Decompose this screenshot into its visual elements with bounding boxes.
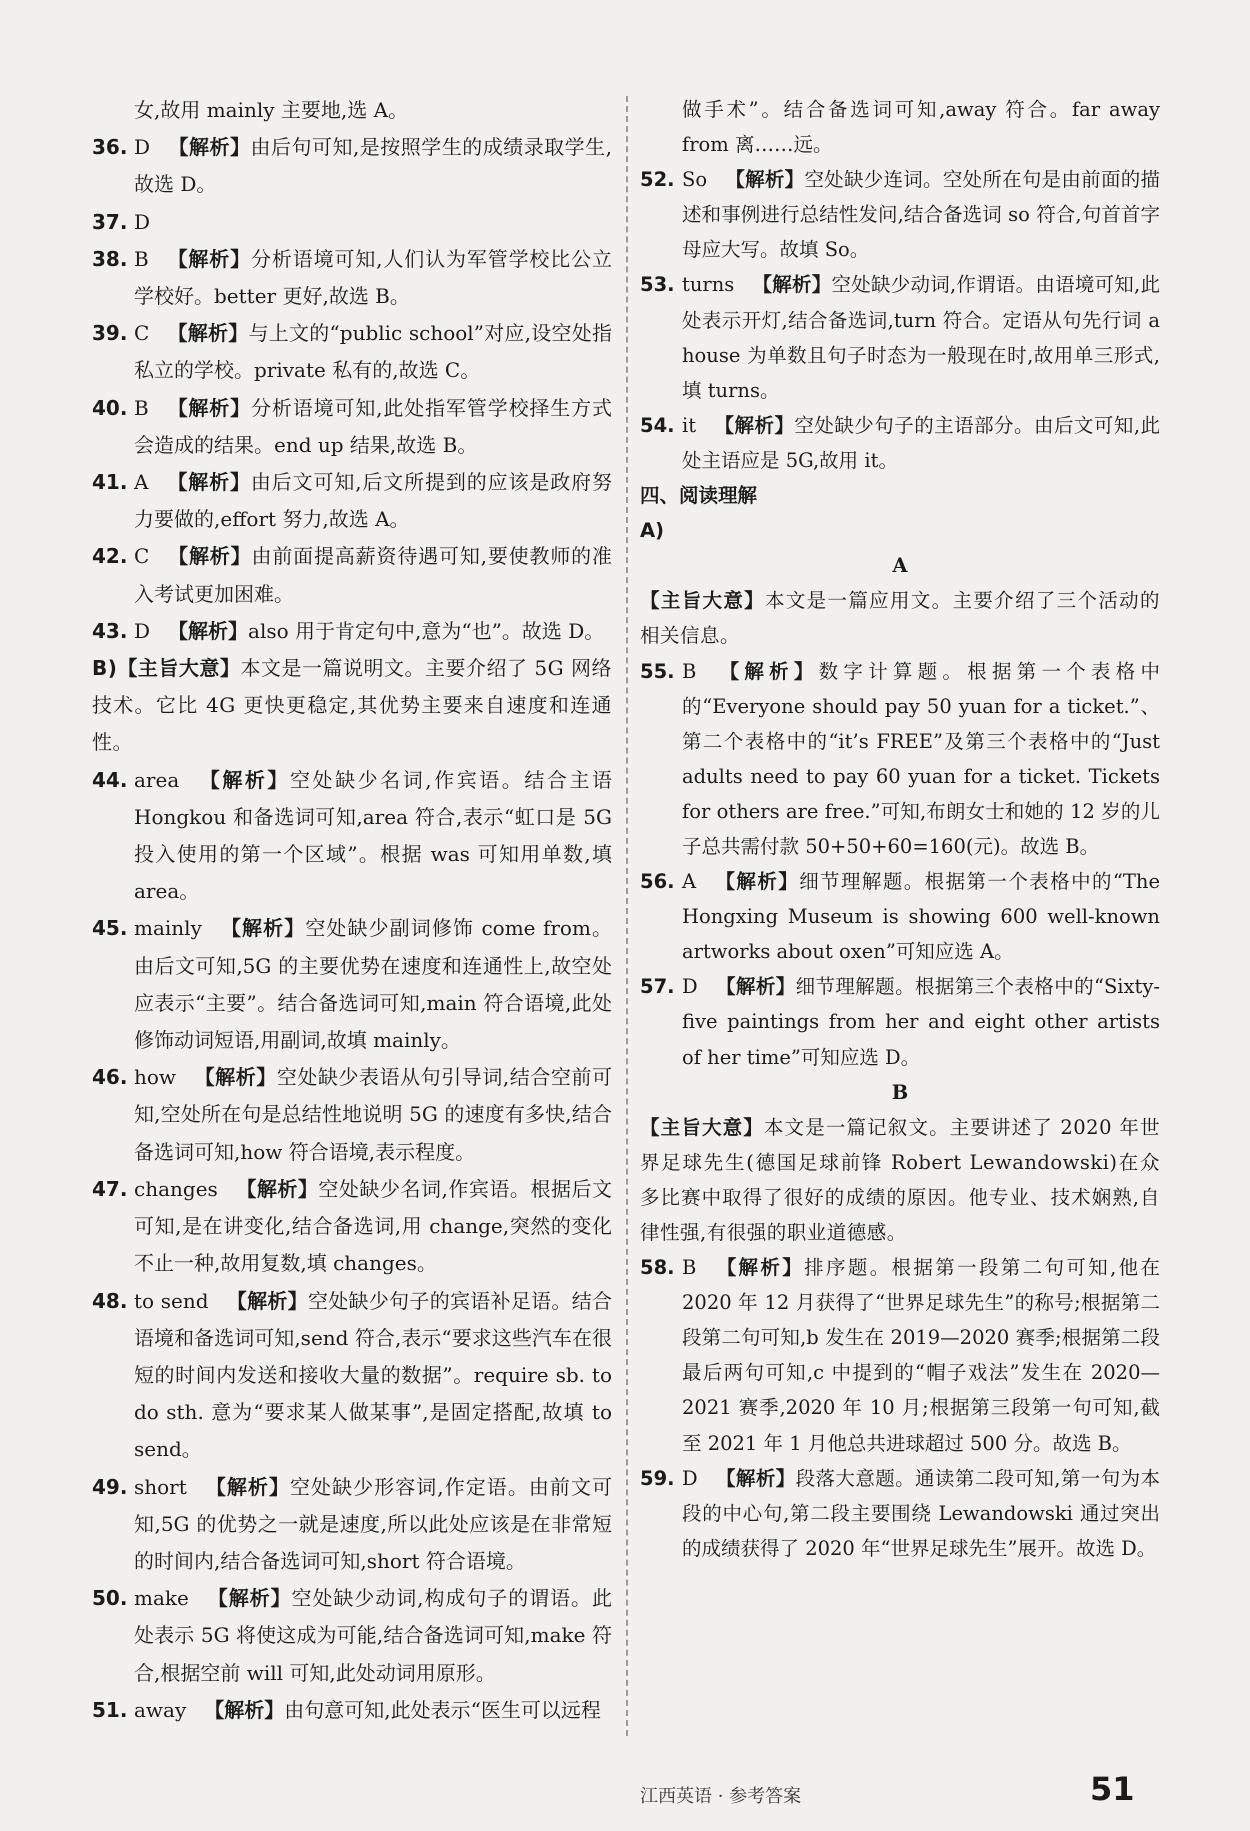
answer-entry	[640, 1250, 1160, 1461]
answer-entry	[640, 654, 1160, 865]
answer-entry	[92, 390, 612, 464]
answer-entry	[92, 315, 612, 389]
summary-b	[92, 650, 612, 762]
page-number: 51	[1090, 1770, 1135, 1808]
question-number: 56.	[640, 870, 675, 894]
analysis-tag: 【解析】	[219, 916, 306, 941]
analysis-text: 空处缺少形容词,作定语。由前文可知,5G 的优势之一就是速度,所以此处应该是在非常短的时间内,结合备选词可知,short 符合语境。	[134, 1474, 613, 1573]
analysis-text: 排序题。根据第一段第二句可知,他在 2020 年 12 月获得了“世界足球先生”的称号;根据第二段第二句可知,b 发生在 2019—2020 赛季;根据第二段最后两句可知,c 中提到的“帽子戏法”发生在 2020—2021 赛季,2020 年 10 月;根据第三段第一句可知,截至 2021 年 1 月他总共进球超过 500 分。故选 B。	[682, 1256, 1160, 1455]
question-number: 53.	[640, 273, 675, 297]
answer-value: B	[682, 1256, 697, 1280]
analysis-tag: 【解析】	[725, 168, 805, 192]
column-divider	[626, 96, 628, 1736]
analysis-text: 由后句可知,是按照学生的成绩录取学生,故选 D。	[134, 135, 613, 197]
answer-value: D	[134, 135, 151, 160]
question-number: 59.	[640, 1466, 675, 1490]
answer-value: to send	[134, 1288, 209, 1313]
analysis-text: 空处缺少句子的宾语补足语。结合语境和备选词可知,send 符合,表示“要求这些汽车在很短的时间内发送和接收大量的数据”。require sb. to do sth. 意为“要求某人做某事”,是固定搭配,故填 to send。	[134, 1288, 613, 1462]
question-number: 43.	[92, 618, 128, 643]
sub-heading-a: A	[892, 554, 908, 578]
analysis-text: 细节理解题。根据第三个表格中的“Sixty-five paintings from her and eight other artists of her time”可知应选 D。	[682, 975, 1160, 1069]
question-number: 41.	[92, 470, 128, 495]
answer-value: turns	[682, 273, 735, 297]
question-number: 57.	[640, 975, 675, 999]
question-number: 37.	[92, 209, 128, 234]
question-number: 47.	[92, 1176, 128, 1201]
question-number: 51.	[92, 1697, 128, 1722]
answer-value: B	[682, 659, 697, 683]
analysis-text: 空处缺少副词修饰 come from。由后文可知,5G 的主要优势在速度和连通性上,故空处应表示“主要”。结合备选词可知,main 符合语境,此处修饰动词短语,用副词,故填 mainly。	[134, 916, 612, 1053]
answer-value: away	[134, 1697, 187, 1722]
analysis-tag: 【解析】	[166, 246, 252, 271]
analysis-tag: 【解析】	[194, 1065, 277, 1090]
analysis-text: 空处缺少动词,作谓语。由语境可知,此处表示开灯,结合备选词,turn 符合。定语从句先行词 a house 为单数且句子时态为一般现在时,故用单三形式,填 turns。	[682, 273, 1160, 402]
summary-a	[640, 583, 1160, 653]
question-number: 52.	[640, 168, 675, 192]
analysis-tag: 【解析】	[197, 767, 290, 792]
answer-value: C	[134, 544, 150, 569]
answer-entry	[92, 1692, 612, 1729]
answer-entry	[640, 408, 1160, 478]
analysis-text: 分析语境可知,人们认为军管学校比公立学校好。better 更好,故选 B。	[134, 246, 613, 309]
answer-value: changes	[134, 1176, 218, 1201]
part-a-label: A)	[640, 519, 665, 543]
answer-entry	[640, 864, 1160, 969]
analysis-text: 空处缺少句子的主语部分。由后文可知,此处主语应是 5G,故用 it。	[682, 413, 1160, 472]
answer-value: C	[134, 321, 150, 346]
continued-text: 做手术”。结合备选词可知,away 符合。far away from 离……远。	[682, 98, 1160, 157]
footer-label: 江西英语 · 参考答案	[640, 1786, 802, 1807]
summary-b-right	[640, 1110, 1160, 1250]
question-number: 39.	[92, 321, 128, 346]
analysis-tag: 【解析】	[167, 544, 252, 569]
answer-entry	[92, 762, 612, 911]
analysis-tag: 【解析】	[226, 1288, 308, 1313]
answer-value: D	[134, 209, 151, 234]
question-number: 38.	[92, 246, 128, 271]
answer-value: short	[134, 1474, 187, 1499]
answer-entry	[640, 1461, 1160, 1566]
analysis-text: 空处缺少名词,作宾语。根据后文可知,是在讲变化,结合备选词,用 change,突然的变化不止一种,故用复数,填 changes。	[134, 1176, 613, 1276]
answer-value: it	[682, 413, 697, 437]
answer-value: D	[682, 975, 698, 999]
answer-value: B	[134, 395, 149, 420]
answer-entry	[92, 464, 612, 538]
analysis-tag: 【解析】	[715, 1466, 796, 1490]
answer-entry	[92, 1283, 612, 1469]
answer-entry	[92, 1580, 612, 1692]
question-number: 55.	[640, 659, 675, 683]
analysis-tag: 【解析】	[204, 1697, 285, 1722]
answer-value: A	[682, 870, 697, 894]
answer-entry	[92, 1171, 612, 1283]
answer-entry	[640, 267, 1160, 407]
analysis-text: 分析语境可知,此处指军管学校择生方式会造成的结果。end up 结果,故选 B。	[134, 395, 613, 457]
summary-label: 【主旨大意】	[640, 589, 765, 613]
question-number: 44.	[92, 767, 128, 792]
answer-entry	[92, 538, 612, 612]
analysis-tag: 【解析】	[715, 975, 796, 999]
analysis-text: 段落大意题。通读第二段可知,第一句为本段的中心句,第二段主要围绕 Lewandowski 通过突出的成绩获得了 2020 年“世界足球先生”展开。故选 D。	[682, 1466, 1160, 1560]
summary-text: 本文是一篇应用文。主要介绍了三个活动的相关信息。	[640, 589, 1160, 648]
answer-value: D	[682, 1466, 698, 1490]
answer-entry	[92, 1469, 612, 1581]
summary-label: B)【主旨大意】	[92, 656, 241, 681]
answer-value: D	[134, 618, 151, 643]
analysis-tag: 【解析】	[714, 870, 800, 894]
analysis-tag: 【解析】	[204, 1474, 291, 1499]
right-column	[640, 92, 1160, 1566]
analysis-tag: 【解析】	[235, 1176, 319, 1201]
answer-entry	[92, 241, 612, 315]
question-number: 46.	[92, 1065, 128, 1090]
analysis-tag: 【解析】	[714, 1256, 805, 1280]
question-number: 49.	[92, 1474, 128, 1499]
answer-value: B	[134, 246, 149, 271]
analysis-text: 空处缺少动词,构成句子的谓语。此处表示 5G 将使这成为可能,结合备选词可知,make 符合,根据空前 will 可知,此处动词用原形。	[134, 1586, 613, 1685]
left-column	[92, 92, 612, 1729]
analysis-text: 空处缺少表语从句引导词,结合空前可知,空处所在句是总结性地说明 5G 的速度有多快,结合备选词可知,how 符合语境,表示程度。	[134, 1065, 613, 1164]
answer-entry	[92, 1059, 612, 1171]
analysis-text: 数字计算题。根据第一个表格中的“Everyone should pay 50 yuan for a ticket.”、第二个表格中的“it’s FREE”及第三个表格中的“Just adults need to pay 60 yuan for a ticket. Tickets for others are free.”可知,布朗女士和她的 12 岁的儿子总共需付款 50+50+60=160(元)。故选 B。	[682, 659, 1160, 858]
analysis-tag: 【解析】	[714, 659, 819, 683]
analysis-tag: 【解析】	[167, 321, 249, 346]
analysis-text: 由前面提高薪资待遇可知,要使教师的准入考试更加困难。	[134, 544, 613, 606]
summary-label: 【主旨大意】	[640, 1115, 764, 1139]
answer-value: mainly	[134, 916, 202, 941]
section-heading: 四、阅读理解	[640, 484, 758, 508]
analysis-tag: 【解析】	[714, 413, 795, 437]
question-number: 48.	[92, 1288, 128, 1313]
analysis-tag: 【解析】	[752, 273, 832, 297]
answer-value: make	[134, 1586, 189, 1611]
analysis-text: 与上文的“public school”对应,设空处指私立的学校。private 私有的,故选 C。	[134, 321, 613, 383]
question-number: 45.	[92, 916, 128, 941]
analysis-text: 由句意可知,此处表示“医生可以远程	[284, 1697, 601, 1722]
analysis-tag: 【解析】	[206, 1586, 292, 1611]
question-number: 54.	[640, 413, 675, 437]
analysis-tag: 【解析】	[168, 135, 251, 160]
continued-text: 女,故用 mainly 主要地,选 A。	[134, 98, 409, 122]
answer-entry	[92, 910, 612, 1059]
question-number: 42.	[92, 544, 128, 569]
answer-value: A	[134, 470, 149, 495]
analysis-tag: 【解析】	[166, 470, 251, 495]
answer-value: area	[134, 767, 180, 792]
question-number: 50.	[92, 1586, 128, 1611]
analysis-text: also 用于肯定句中,意为“也”。故选 D。	[248, 618, 605, 643]
analysis-text: 由后文可知,后文所提到的应该是政府努力要做的,effort 努力,故选 A。	[134, 470, 613, 532]
analysis-text: 空处缺少连词。空处所在句是由前面的描述和事例进行总结性发问,结合备选词 so 符合,句首首字母应大写。故填 So。	[682, 168, 1160, 262]
answer-entry	[640, 162, 1160, 267]
analysis-tag: 【解析】	[168, 618, 249, 643]
question-number: 58.	[640, 1256, 675, 1280]
sub-heading-b: B	[891, 1080, 909, 1104]
analysis-text: 细节理解题。根据第一个表格中的“The Hongxing Museum is showing 600 well-known artworks about oxen”可知应选 A。	[682, 870, 1160, 964]
analysis-text: 空处缺少名词,作宾语。结合主语 Hongkou 和备选词可知,area 符合,表示“虹口是 5G 投入使用的第一个区域”。根据 was 可知用单数,填 area。	[134, 767, 612, 904]
answer-entry	[640, 969, 1160, 1074]
answer-value: how	[134, 1065, 177, 1090]
answer-entry	[92, 129, 612, 203]
answer-entry	[92, 204, 612, 241]
summary-text: 本文是一篇说明文。主要介绍了 5G 网络技术。它比 4G 更快更稳定,其优势主要来自速度和连通性。	[92, 656, 613, 755]
question-number: 40.	[92, 395, 128, 420]
answer-entry	[92, 613, 612, 650]
analysis-tag: 【解析】	[166, 395, 252, 420]
summary-text: 本文是一篇记叙文。主要讲述了 2020 年世界足球先生(德国足球前锋 Robert Lewandowski)在众多比赛中取得了很好的成绩的原因。他专业、技术娴熟,自律性强,有很强的职业道德感。	[640, 1115, 1160, 1244]
question-number: 36.	[92, 135, 128, 160]
answer-value: So	[682, 168, 708, 192]
